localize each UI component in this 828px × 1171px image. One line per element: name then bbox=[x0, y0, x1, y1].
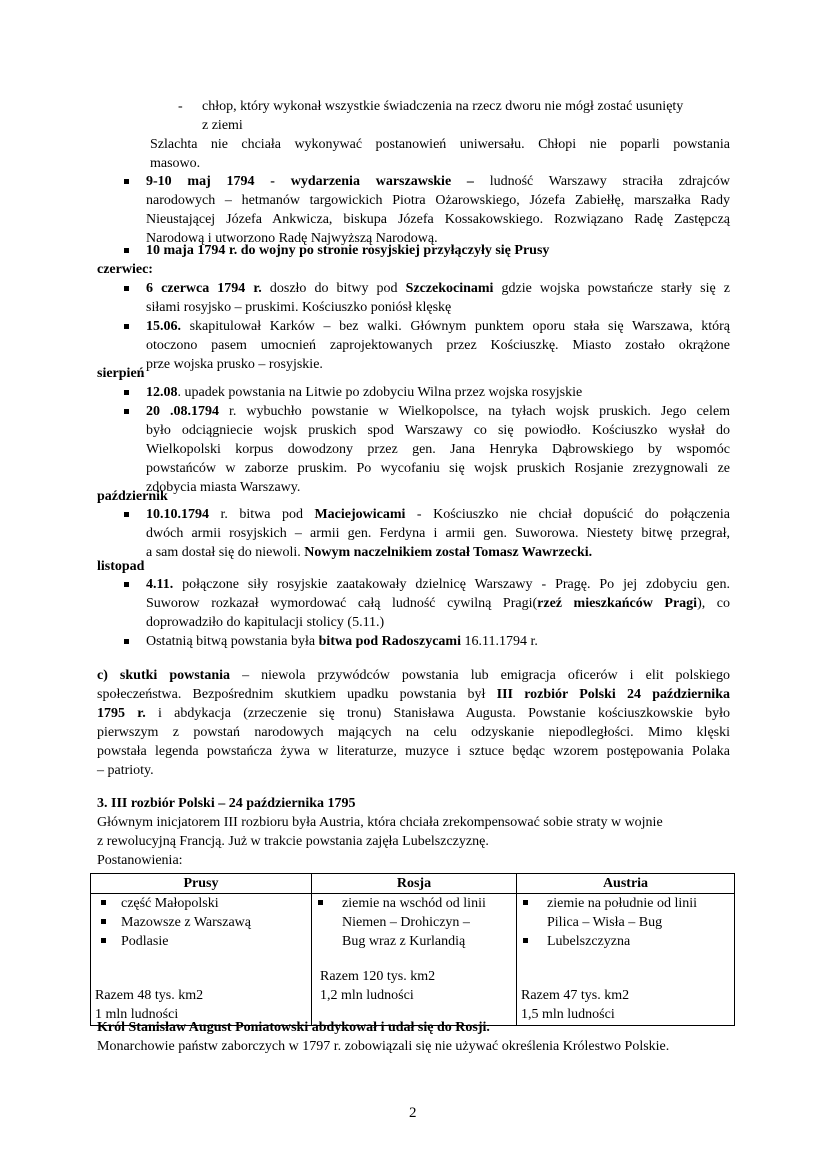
list-item-line: Nieustającej Józefa Ankwicza, biskupa Józefa Kossakowskiego. Rozwiązano Radę Zastępczą bbox=[146, 212, 730, 227]
paragraph-line: Szlachta nie chciała wykonywać postanowień uniwersału. Chłopi nie poparli powstania bbox=[150, 137, 730, 152]
month-heading: czerwiec: bbox=[97, 262, 153, 277]
cell-area: Razem 120 tys. km2 bbox=[320, 969, 436, 984]
cell-area: Razem 48 tys. km2 bbox=[95, 988, 204, 1003]
bold-text: III rozbiór Polski 24 października bbox=[496, 687, 730, 702]
bold-text: 12.08 bbox=[146, 385, 178, 400]
bold-text: 6 czerwca 1794 r. bbox=[146, 281, 262, 296]
list-item-line: otoczono pasem umocnień zaprojektowanych przez Kościuszkę. Miasto zostało okrążone bbox=[146, 338, 730, 353]
cell-population: 1,5 mln ludności bbox=[521, 1007, 615, 1022]
paragraph-line: Głównym inicjatorem III rozbioru była Austria, która chciała zrekompensować sobie straty w wojnie bbox=[97, 815, 663, 830]
list-item bbox=[146, 317, 730, 336]
column-header: Austria bbox=[517, 874, 735, 894]
month-heading: październik bbox=[97, 489, 168, 504]
column-header: Prusy bbox=[91, 874, 312, 894]
cell-item: Podlasie bbox=[121, 934, 169, 949]
bullet-square-icon bbox=[124, 248, 129, 253]
bold-text: 1795 r. bbox=[97, 706, 146, 721]
page-number: 2 bbox=[409, 1105, 417, 1121]
cell-item: ziemie na południe od linii bbox=[547, 896, 698, 911]
bold-text: bitwa pod Radoszycami bbox=[318, 634, 461, 649]
bullet-square-icon bbox=[124, 179, 129, 184]
bullet-square-icon bbox=[124, 286, 129, 291]
bullet-square-icon bbox=[124, 324, 129, 329]
list-item-line bbox=[146, 543, 592, 562]
list-item-line bbox=[146, 594, 730, 613]
paragraph-line bbox=[97, 685, 730, 704]
list-item bbox=[146, 383, 582, 402]
bold-text: 4.11. bbox=[146, 577, 174, 592]
cell-item: Mazowsze z Warszawą bbox=[121, 915, 251, 930]
list-item bbox=[146, 575, 730, 594]
bullet-square-icon bbox=[124, 512, 129, 517]
text: r. bitwa pod bbox=[209, 507, 315, 522]
bold-text: 9-10 maj 1794 - wydarzenia warszawskie – bbox=[146, 174, 474, 189]
table-row bbox=[91, 894, 735, 1026]
bullet-square-icon bbox=[101, 919, 106, 924]
paragraph-line bbox=[97, 666, 730, 685]
dash-item-line: z ziemi bbox=[202, 118, 243, 133]
text: a sam dostał się do niewoli. bbox=[146, 545, 305, 560]
text: 16.11.1794 r. bbox=[461, 634, 538, 649]
text: ludność Warszawy straciła zdrajców bbox=[473, 174, 731, 189]
table-cell-prusy bbox=[91, 894, 312, 1026]
cell-item: część Małopolski bbox=[121, 896, 219, 911]
bullet-square-icon bbox=[523, 938, 528, 943]
list-item-line: prze wojska prusko – rosyjskie. bbox=[146, 357, 323, 372]
list-item bbox=[146, 279, 730, 298]
text: gdzie wojska powstańcze starły się z bbox=[493, 281, 730, 296]
paragraph-line: – patrioty. bbox=[97, 763, 154, 778]
bold-text: Nowym naczelnikiem został Tomasz Wawrzecki. bbox=[304, 545, 593, 560]
paragraph-line: z rewolucyjną Francją. Już w trakcie powstania zajęła Lubelszczyznę. bbox=[97, 834, 489, 849]
bullet-square-icon bbox=[124, 409, 129, 414]
bold-text: rzeź mieszkańców Pragi bbox=[537, 596, 698, 611]
table-header-row bbox=[91, 874, 735, 894]
paragraph-line bbox=[97, 704, 730, 723]
bullet-square-icon bbox=[523, 900, 528, 905]
paragraph-line: pierwszym z powstań narodowych mających na celu odzyskanie niepodległości. Mimo klęski bbox=[97, 725, 730, 740]
list-item-line: dwóch armii rosyjskich – armii gen. Ferdyna i armii gen. Suworowa. Niestety bitwę przegrał, bbox=[146, 526, 730, 541]
text: Suworow rozkazał wymordować całą ludność cywilną Pragi( bbox=[146, 596, 538, 611]
paragraph-line: Monarchowie państw zaborczych w 1797 r. zobowiązali się nie używać określenia Królestwo Polskie. bbox=[97, 1039, 670, 1054]
paragraph-line: powstała legenda powstańcza żywa w literaturze, muzyce i sztuce będąc wzorem postępowania Polaka bbox=[97, 744, 730, 759]
text: – niewola przywódców powstania lub emigracja oficerów i elit polskiego bbox=[230, 668, 731, 683]
bold-text: 20 .08.1794 bbox=[146, 404, 220, 419]
abdication-line: Król Stanisław August Poniatowski abdykował i udał się do Rosji. bbox=[97, 1020, 490, 1035]
month-heading: sierpień bbox=[97, 366, 145, 381]
paragraph-line: Postanowienia: bbox=[97, 853, 183, 868]
list-item bbox=[146, 172, 730, 191]
text: skapitulował Karków – bez walki. Głównym punktem oporu stała się Warszawa, którą bbox=[181, 319, 730, 334]
dash-item-line: chłop, który wykonał wszystkie świadczenia na rzecz dworu nie mógł zostać usunięty bbox=[202, 99, 684, 114]
month-heading: listopad bbox=[97, 559, 145, 574]
list-item-line: Narodową i utworzono Radę Najwyższą Narodową. bbox=[146, 231, 438, 246]
bold-text: 10.10.1794 bbox=[146, 507, 209, 522]
text: - Kościuszko nie chciał dopuścić do połączenia bbox=[405, 507, 731, 522]
list-item: 10 maja 1794 r. do wojny po stronie rosyjskiej przyłączyły się Prusy bbox=[146, 243, 550, 258]
paragraph-line: masowo. bbox=[150, 156, 201, 171]
cell-item: Niemen – Drohiczyn – bbox=[342, 915, 470, 930]
text: r. wybuchło powstanie w Wielkopolsce, na tyłach wojsk pruskich. Jego celem bbox=[219, 404, 730, 419]
bullet-square-icon bbox=[124, 390, 129, 395]
bullet-square-icon bbox=[124, 582, 129, 587]
text: ), co bbox=[697, 596, 730, 611]
column-header: Rosja bbox=[312, 874, 517, 894]
text: i abdykacja (zrzeczenie się tronu) Stanisława Augusta. Powstanie kościuszkowskie było bbox=[145, 706, 730, 721]
text: połączone siły rosyjskie zaatakowały dzielnicę Warszawy - Pragę. Po jej zdobyciu gen. bbox=[173, 577, 730, 592]
cell-item: Pilica – Wisła – Bug bbox=[547, 915, 663, 930]
bullet-square-icon bbox=[101, 938, 106, 943]
list-item-line: doprowadziło do kapitulacji stolicy (5.11.) bbox=[146, 615, 385, 630]
cell-item: ziemie na wschód od linii bbox=[342, 896, 486, 911]
bold-text: Maciejowicami bbox=[314, 507, 406, 522]
cell-item: Lubelszczyzna bbox=[547, 934, 631, 949]
list-item bbox=[146, 402, 730, 421]
text: . upadek powstania na Litwie po zdobyciu Wilna przez wojska rosyjskie bbox=[177, 385, 583, 400]
list-item-line: siłami rosyjsko – pruskimi. Kościuszko poniósł klęskę bbox=[146, 300, 452, 315]
table-cell-rosja bbox=[312, 894, 517, 1026]
bullet-square-icon bbox=[101, 900, 106, 905]
bold-text: 15.06. bbox=[146, 319, 181, 334]
bold-text: Szczekocinami bbox=[405, 281, 494, 296]
list-item-line: było odciągniecie wojsk pruskich spod Warszawy co się powiodło. Kościuszko wysłał do bbox=[146, 423, 730, 438]
cell-population: 1,2 mln ludności bbox=[320, 988, 414, 1003]
partition-table bbox=[90, 873, 735, 1026]
cell-item: Bug wraz z Kurlandią bbox=[342, 934, 466, 949]
list-item-line: zdobycia miasta Warszawy. bbox=[146, 480, 301, 495]
dash-bullet: - bbox=[178, 99, 183, 114]
bold-text: c) skutki powstania bbox=[97, 668, 231, 683]
list-item-line: narodowych – hetmanów targowickich Piotra Ożarowskiego, Józefa Zabiełłę, marszałka Rady bbox=[146, 193, 730, 208]
list-item bbox=[146, 632, 538, 651]
text: doszło do bitwy pod bbox=[261, 281, 406, 296]
text: Ostatnią bitwą powstania była bbox=[146, 634, 319, 649]
list-item-line: Wielkopolski korpus dowodzony przez gen. Jana Henryka Dąbrowskiego by wspomóc bbox=[146, 442, 730, 457]
cell-area: Razem 47 tys. km2 bbox=[521, 988, 630, 1003]
text: społeczeństwa. Bezpośrednim skutkiem upadku powstania był bbox=[97, 687, 497, 702]
list-item bbox=[146, 505, 730, 524]
cell-population: 1 mln ludności bbox=[95, 1007, 179, 1022]
list-item-line: powstańców w zaborze pruskim. Po wycofaniu się wojsk pruskich Rosjanie zrezygnowali ze bbox=[146, 461, 730, 476]
bullet-square-icon bbox=[318, 900, 323, 905]
table-cell-austria bbox=[517, 894, 735, 1026]
bullet-square-icon bbox=[124, 639, 129, 644]
section-heading: 3. III rozbiór Polski – 24 października 1795 bbox=[97, 796, 356, 811]
